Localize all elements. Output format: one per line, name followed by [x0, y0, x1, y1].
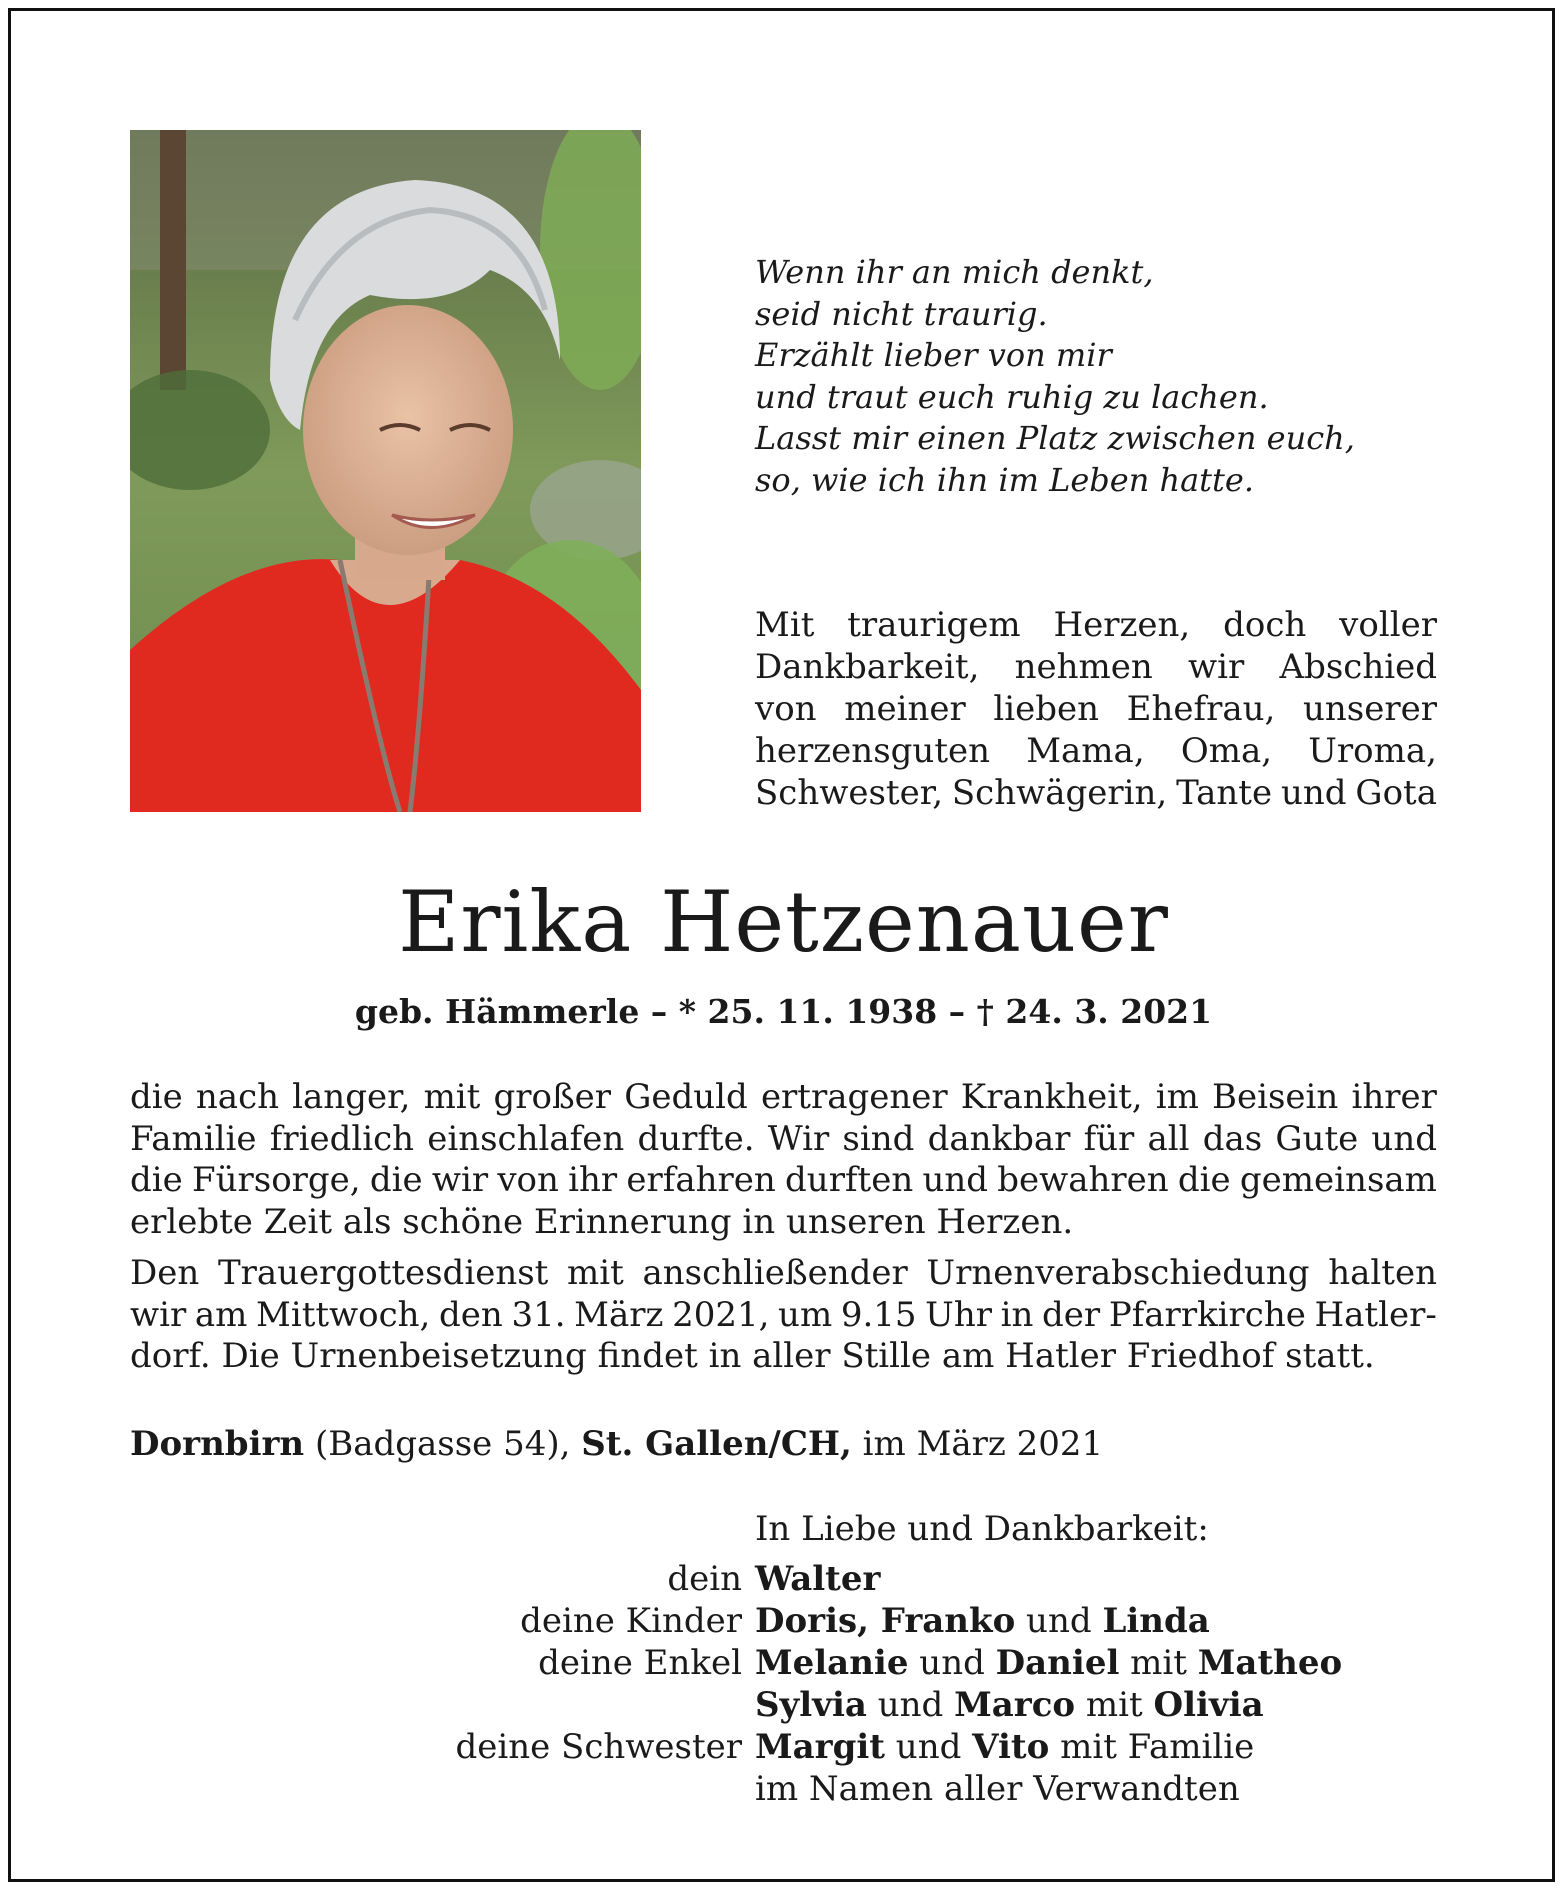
- word: doch: [1223, 605, 1307, 645]
- body1-line: [130, 1160, 1437, 1202]
- word: bewahren: [997, 1160, 1169, 1200]
- word: Uhr: [925, 1294, 992, 1335]
- signer-connector: mit Familie: [1049, 1727, 1255, 1767]
- word: dankbar: [927, 1118, 1071, 1159]
- word: mit: [567, 1253, 624, 1293]
- signer-row: [380, 1768, 1480, 1810]
- word: um: [778, 1294, 833, 1335]
- word: 9.15: [840, 1294, 917, 1335]
- poem-line: Erzählt lieber von mir: [755, 336, 1112, 374]
- signer-name: Margit: [755, 1727, 885, 1767]
- place-city: Dornbirn: [130, 1424, 305, 1464]
- word: am: [194, 1294, 248, 1335]
- word: von: [755, 689, 817, 729]
- word: im: [1155, 1077, 1199, 1117]
- word: Schwester,: [755, 773, 944, 813]
- word: Gute: [1275, 1118, 1359, 1159]
- word: wir: [1188, 647, 1245, 687]
- word: Abschied: [1279, 647, 1437, 687]
- signer-row: [380, 1684, 1480, 1726]
- body-paragraph-2: [130, 1253, 1437, 1378]
- word: langer,: [292, 1077, 411, 1117]
- word: Krankheit,: [960, 1077, 1143, 1117]
- word: wir: [431, 1160, 489, 1200]
- intro-line: [755, 688, 1437, 730]
- word: erfahren: [626, 1160, 776, 1200]
- word: durfte.: [637, 1118, 755, 1159]
- word: wir: [130, 1294, 187, 1335]
- word: meiner: [844, 689, 966, 729]
- word: die: [1177, 1160, 1231, 1200]
- word: März: [574, 1294, 664, 1335]
- word: die: [369, 1160, 423, 1200]
- signer-relation: deine Kinder: [520, 1601, 742, 1641]
- word: 2021,: [672, 1294, 770, 1335]
- body1-last-line: erlebte Zeit als schöne Erinnerung in unseren Herzen.: [130, 1201, 1074, 1242]
- intro-line: [755, 604, 1437, 646]
- word: von: [497, 1160, 559, 1200]
- word: der: [1042, 1294, 1101, 1335]
- word: mit: [423, 1077, 481, 1117]
- signer-connector: mit: [1075, 1685, 1154, 1725]
- word: gemeinsam: [1239, 1160, 1437, 1200]
- place-city-2: St. Gallen/CH,: [581, 1424, 852, 1464]
- word: Pfarrkirche: [1108, 1294, 1306, 1335]
- signer-connector: im Namen aller Verwandten: [755, 1769, 1240, 1809]
- word: friedlich: [269, 1118, 415, 1159]
- intro-line: [755, 772, 1437, 814]
- word: 31.: [511, 1294, 566, 1335]
- portrait-photo: [130, 130, 641, 812]
- signer-name: Linda: [1102, 1601, 1210, 1641]
- word: unserer: [1302, 689, 1437, 729]
- word: lieben: [993, 689, 1100, 729]
- signer-connector: mit: [1119, 1643, 1198, 1683]
- signer-connector: und: [884, 1727, 973, 1767]
- signer-name: Walter: [755, 1559, 881, 1599]
- signer-name: Olivia: [1153, 1685, 1264, 1725]
- word: den: [439, 1294, 503, 1335]
- body1-line: [130, 1077, 1437, 1119]
- signer-relation: dein: [667, 1559, 742, 1599]
- signer-names: [755, 1558, 880, 1600]
- word: herzensguten: [755, 731, 990, 771]
- signer-name: Melanie: [755, 1643, 909, 1683]
- signer-connector: und: [908, 1643, 996, 1683]
- signer-name: Marco: [954, 1685, 1076, 1725]
- poem-line: und traut euch ruhig zu lachen.: [755, 377, 1269, 416]
- signer-name: Sylvia: [755, 1685, 867, 1725]
- word: Oma,: [1180, 731, 1273, 771]
- word: großer: [493, 1077, 612, 1117]
- signer-relation: [380, 1768, 755, 1810]
- word: und: [922, 1160, 989, 1200]
- word: Mama,: [1026, 731, 1145, 771]
- poem-line: Lasst mir einen Platz zwischen euch,: [755, 419, 1355, 457]
- word: voller: [1339, 605, 1437, 645]
- word: all: [1147, 1118, 1190, 1159]
- word: nehmen: [1014, 647, 1153, 687]
- word: Trauergottesdienst: [217, 1253, 549, 1293]
- signer-connector: und: [1015, 1601, 1103, 1641]
- poem-line: so, wie ich ihn im Leben hatte.: [755, 460, 1254, 499]
- deceased-name: Erika Hetzenauer: [398, 873, 1169, 971]
- word: und: [1280, 773, 1347, 813]
- body1-line: [130, 1119, 1437, 1161]
- signer-name: Daniel: [995, 1643, 1120, 1683]
- word: anschließender: [642, 1253, 908, 1293]
- word: Schwägerin,: [951, 773, 1168, 813]
- word: das: [1202, 1118, 1263, 1159]
- word: und: [1371, 1118, 1437, 1159]
- signer-name: Doris, Franko: [755, 1601, 1016, 1641]
- signers-heading: In Liebe und Dankbarkeit:: [755, 1509, 1209, 1549]
- signer-connector: und: [866, 1685, 955, 1725]
- word: ihr: [568, 1160, 618, 1200]
- word: Gota: [1355, 773, 1437, 813]
- signer-names: [755, 1642, 1342, 1684]
- word: Herzen,: [1053, 605, 1191, 645]
- intro-paragraph: [755, 604, 1437, 814]
- intro-line: [755, 730, 1437, 772]
- signer-row: [380, 1726, 1480, 1768]
- word: traurigem: [847, 605, 1021, 645]
- word: Mittwoch,: [256, 1294, 431, 1335]
- signer-names: [755, 1768, 1240, 1810]
- place-address: (Badgasse 54),: [314, 1424, 571, 1464]
- word: Familie: [130, 1118, 257, 1159]
- portrait-illustration: [130, 130, 641, 812]
- word: Fürsorge,: [192, 1160, 361, 1200]
- word: Hatler-: [1314, 1294, 1437, 1335]
- body2-line: [130, 1295, 1437, 1337]
- word: sind: [842, 1118, 915, 1159]
- word: durften: [785, 1160, 914, 1200]
- birth-death-dates: geb. Hämmerle – * 25. 11. 1938 – † 24. 3. 2021: [354, 992, 1213, 1031]
- word: Beisein: [1212, 1077, 1339, 1117]
- signer-row: [380, 1600, 1480, 1642]
- word: nach: [195, 1077, 280, 1117]
- signer-row: [380, 1642, 1480, 1684]
- poem-line: seid nicht traurig.: [755, 294, 1048, 333]
- signer-names: [755, 1684, 1264, 1726]
- body-paragraph-1: [130, 1077, 1437, 1243]
- signer-name: Vito: [972, 1727, 1050, 1767]
- word: Uroma,: [1308, 731, 1437, 771]
- word: Dankbarkeit,: [755, 647, 980, 687]
- word: für: [1083, 1118, 1135, 1159]
- place-date: im März 2021: [862, 1424, 1104, 1464]
- word: Mit: [755, 605, 815, 645]
- signer-relation: [380, 1684, 755, 1726]
- word: Tante: [1176, 773, 1273, 813]
- signer-name: Matheo: [1197, 1643, 1343, 1683]
- word: Ehefrau,: [1126, 689, 1276, 729]
- poem: [755, 252, 1455, 501]
- place-and-date: [130, 1423, 1103, 1465]
- word: Geduld: [624, 1077, 748, 1117]
- body2-line: [130, 1253, 1437, 1295]
- word: die: [130, 1160, 183, 1200]
- signers-list: [380, 1558, 1480, 1810]
- word: die: [130, 1077, 183, 1117]
- word: ertragener: [760, 1077, 948, 1117]
- body2-last-line: dorf. Die Urnenbeisetzung findet in aller Stille am Hatler Friedhof statt.: [130, 1336, 1375, 1376]
- word: halten: [1328, 1253, 1437, 1293]
- word: Den: [130, 1253, 200, 1293]
- intro-line: [755, 646, 1437, 688]
- poem-line: Wenn ihr an mich denkt,: [755, 253, 1154, 291]
- word: ihrer: [1351, 1077, 1437, 1117]
- signer-row: [380, 1558, 1480, 1600]
- word: Wir: [767, 1118, 830, 1159]
- word: in: [1000, 1294, 1034, 1335]
- signer-names: [755, 1726, 1254, 1768]
- signer-relation: deine Enkel: [538, 1643, 742, 1683]
- word: einschlafen: [427, 1118, 625, 1159]
- signer-relation: deine Schwester: [455, 1727, 742, 1767]
- signer-names: [755, 1600, 1210, 1642]
- word: Urnenverabschiedung: [926, 1253, 1310, 1293]
